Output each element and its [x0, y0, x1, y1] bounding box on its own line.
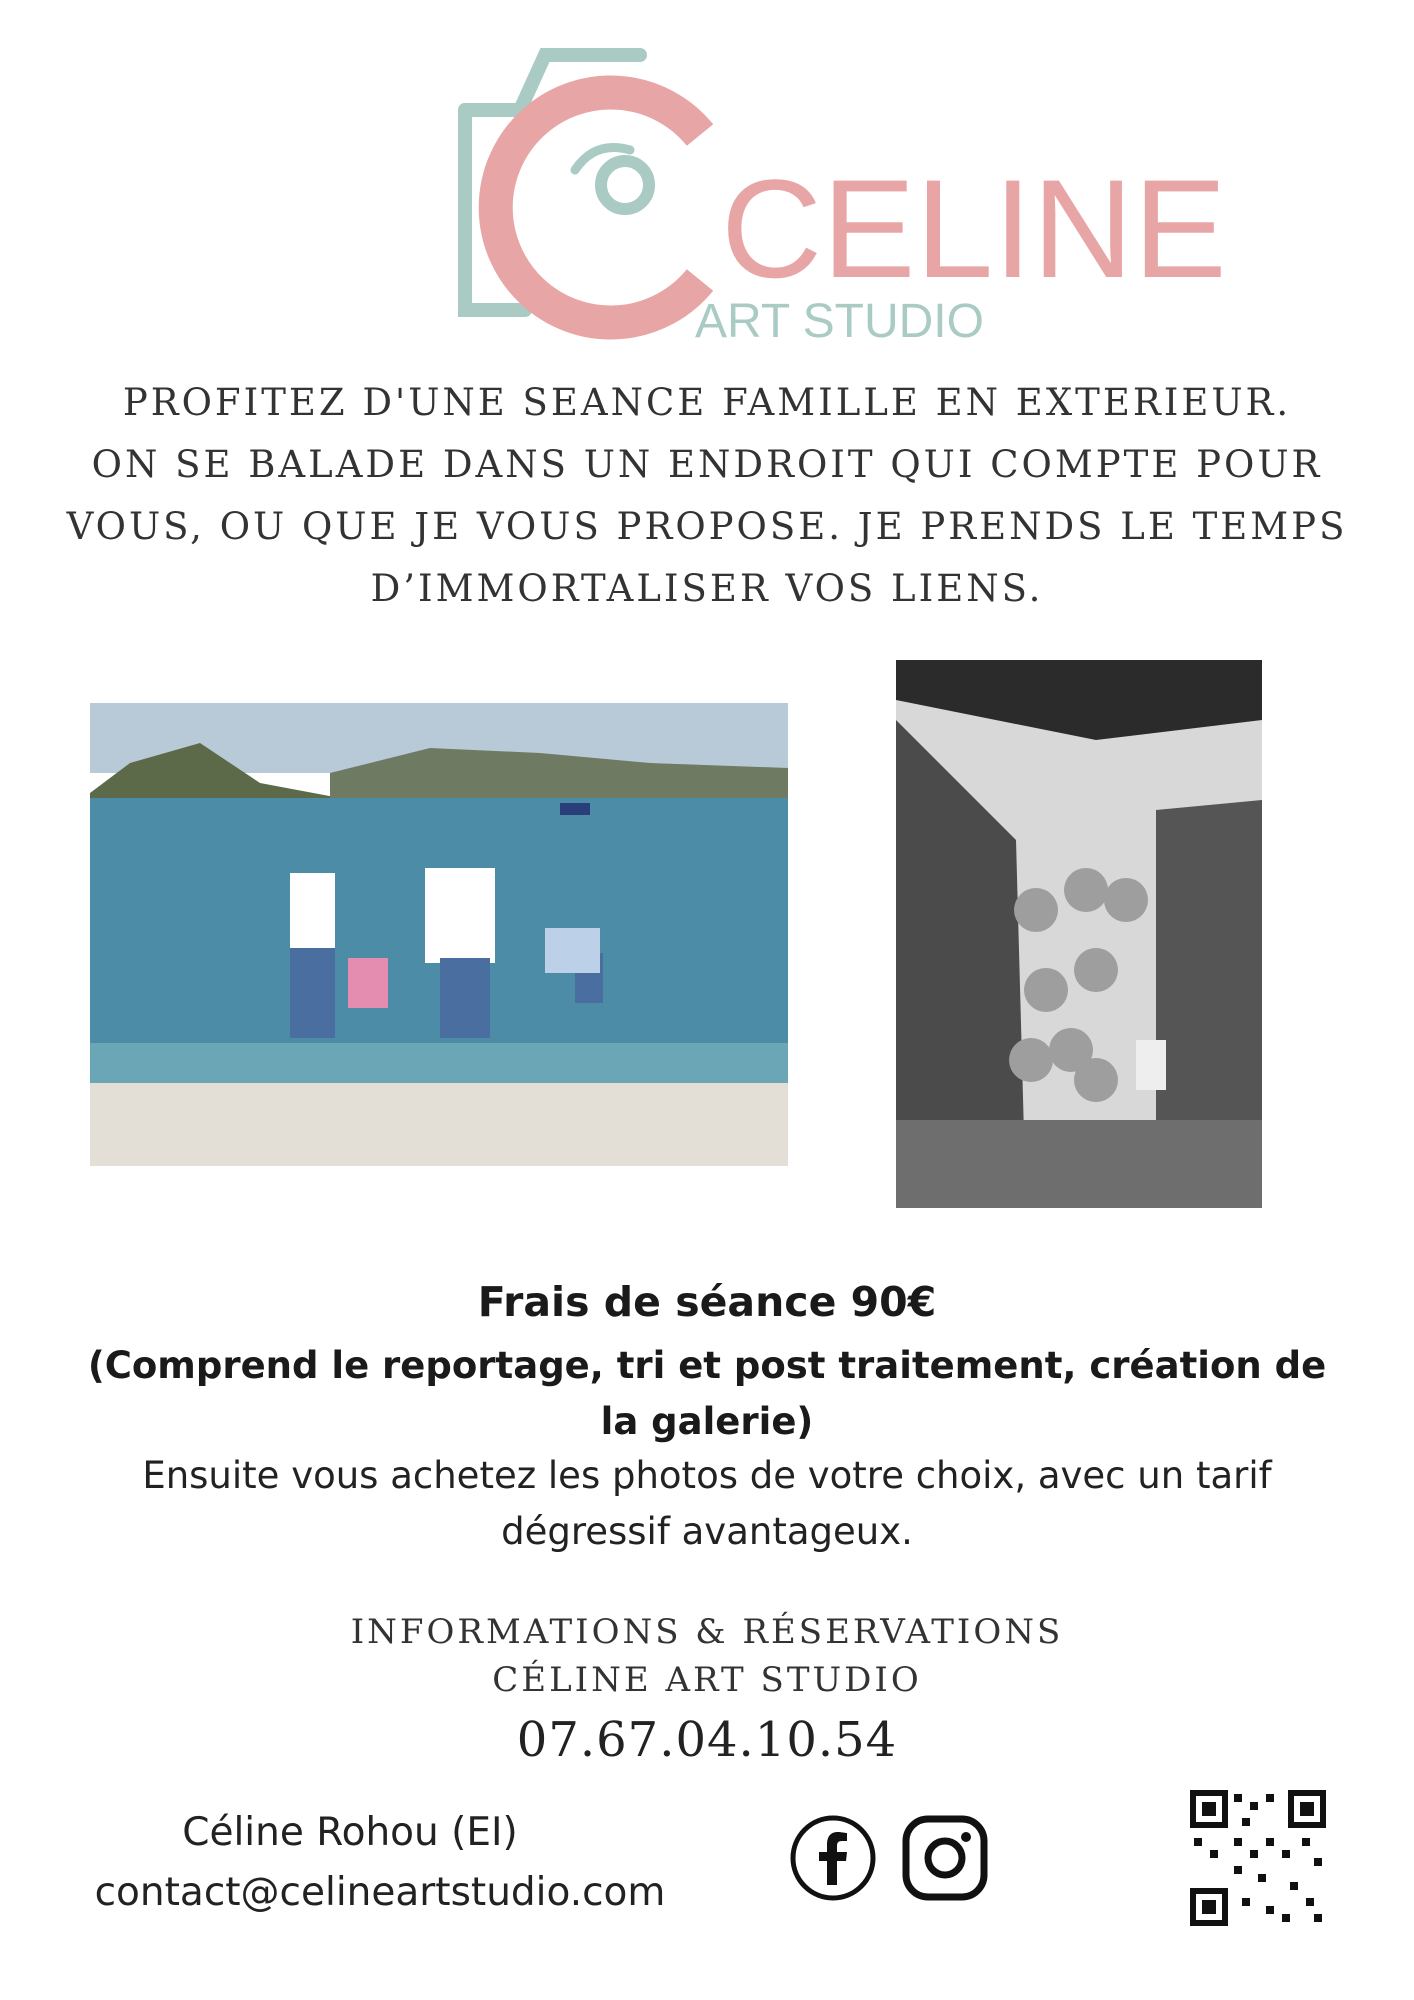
- intro-line: D’IMMORTALISER VOS LIENS.: [370, 567, 1044, 610]
- qr-code-icon: [1190, 1790, 1326, 1926]
- logo-brand-main: CELINE: [721, 150, 1227, 307]
- group-family-bw-photo: [896, 660, 1262, 1208]
- logo: [445, 45, 1227, 348]
- facebook-icon[interactable]: [790, 1815, 876, 1901]
- intro-line: VOUS, OU QUE JE VOUS PROPOSE. JE PRENDS LE TEMPS: [66, 505, 1348, 548]
- studio-name: CÉLINE ART STUDIO: [492, 1660, 922, 1700]
- intro-line: ON SE BALADE DANS UN ENDROIT QUI COMPTE POUR: [91, 443, 1323, 486]
- price-subtitle: (Comprend le reportage, tri et post traitement, création de la galerie): [87, 1344, 1327, 1443]
- phone-number[interactable]: 07.67.04.10.54: [516, 1712, 898, 1768]
- intro-text: [0, 372, 1414, 620]
- email-link[interactable]: contact@celineartstudio.com: [94, 1870, 666, 1915]
- logo-brand-sub: ART STUDIO: [695, 295, 984, 348]
- owner-name: Céline Rohou (EI): [182, 1810, 518, 1855]
- price-text: Ensuite vous achetez les photos de votre choix, avec un tarif dégressif avantageux.: [142, 1454, 1272, 1553]
- instagram-icon[interactable]: [902, 1815, 988, 1901]
- intro-line: PROFITEZ D'UNE SEANCE FAMILLE EN EXTERIEUR.: [122, 381, 1292, 424]
- info-heading: INFORMATIONS & RÉSERVATIONS: [350, 1612, 1064, 1652]
- beach-family-photo: [90, 703, 788, 1166]
- price-title: Frais de séance 90€: [477, 1278, 937, 1326]
